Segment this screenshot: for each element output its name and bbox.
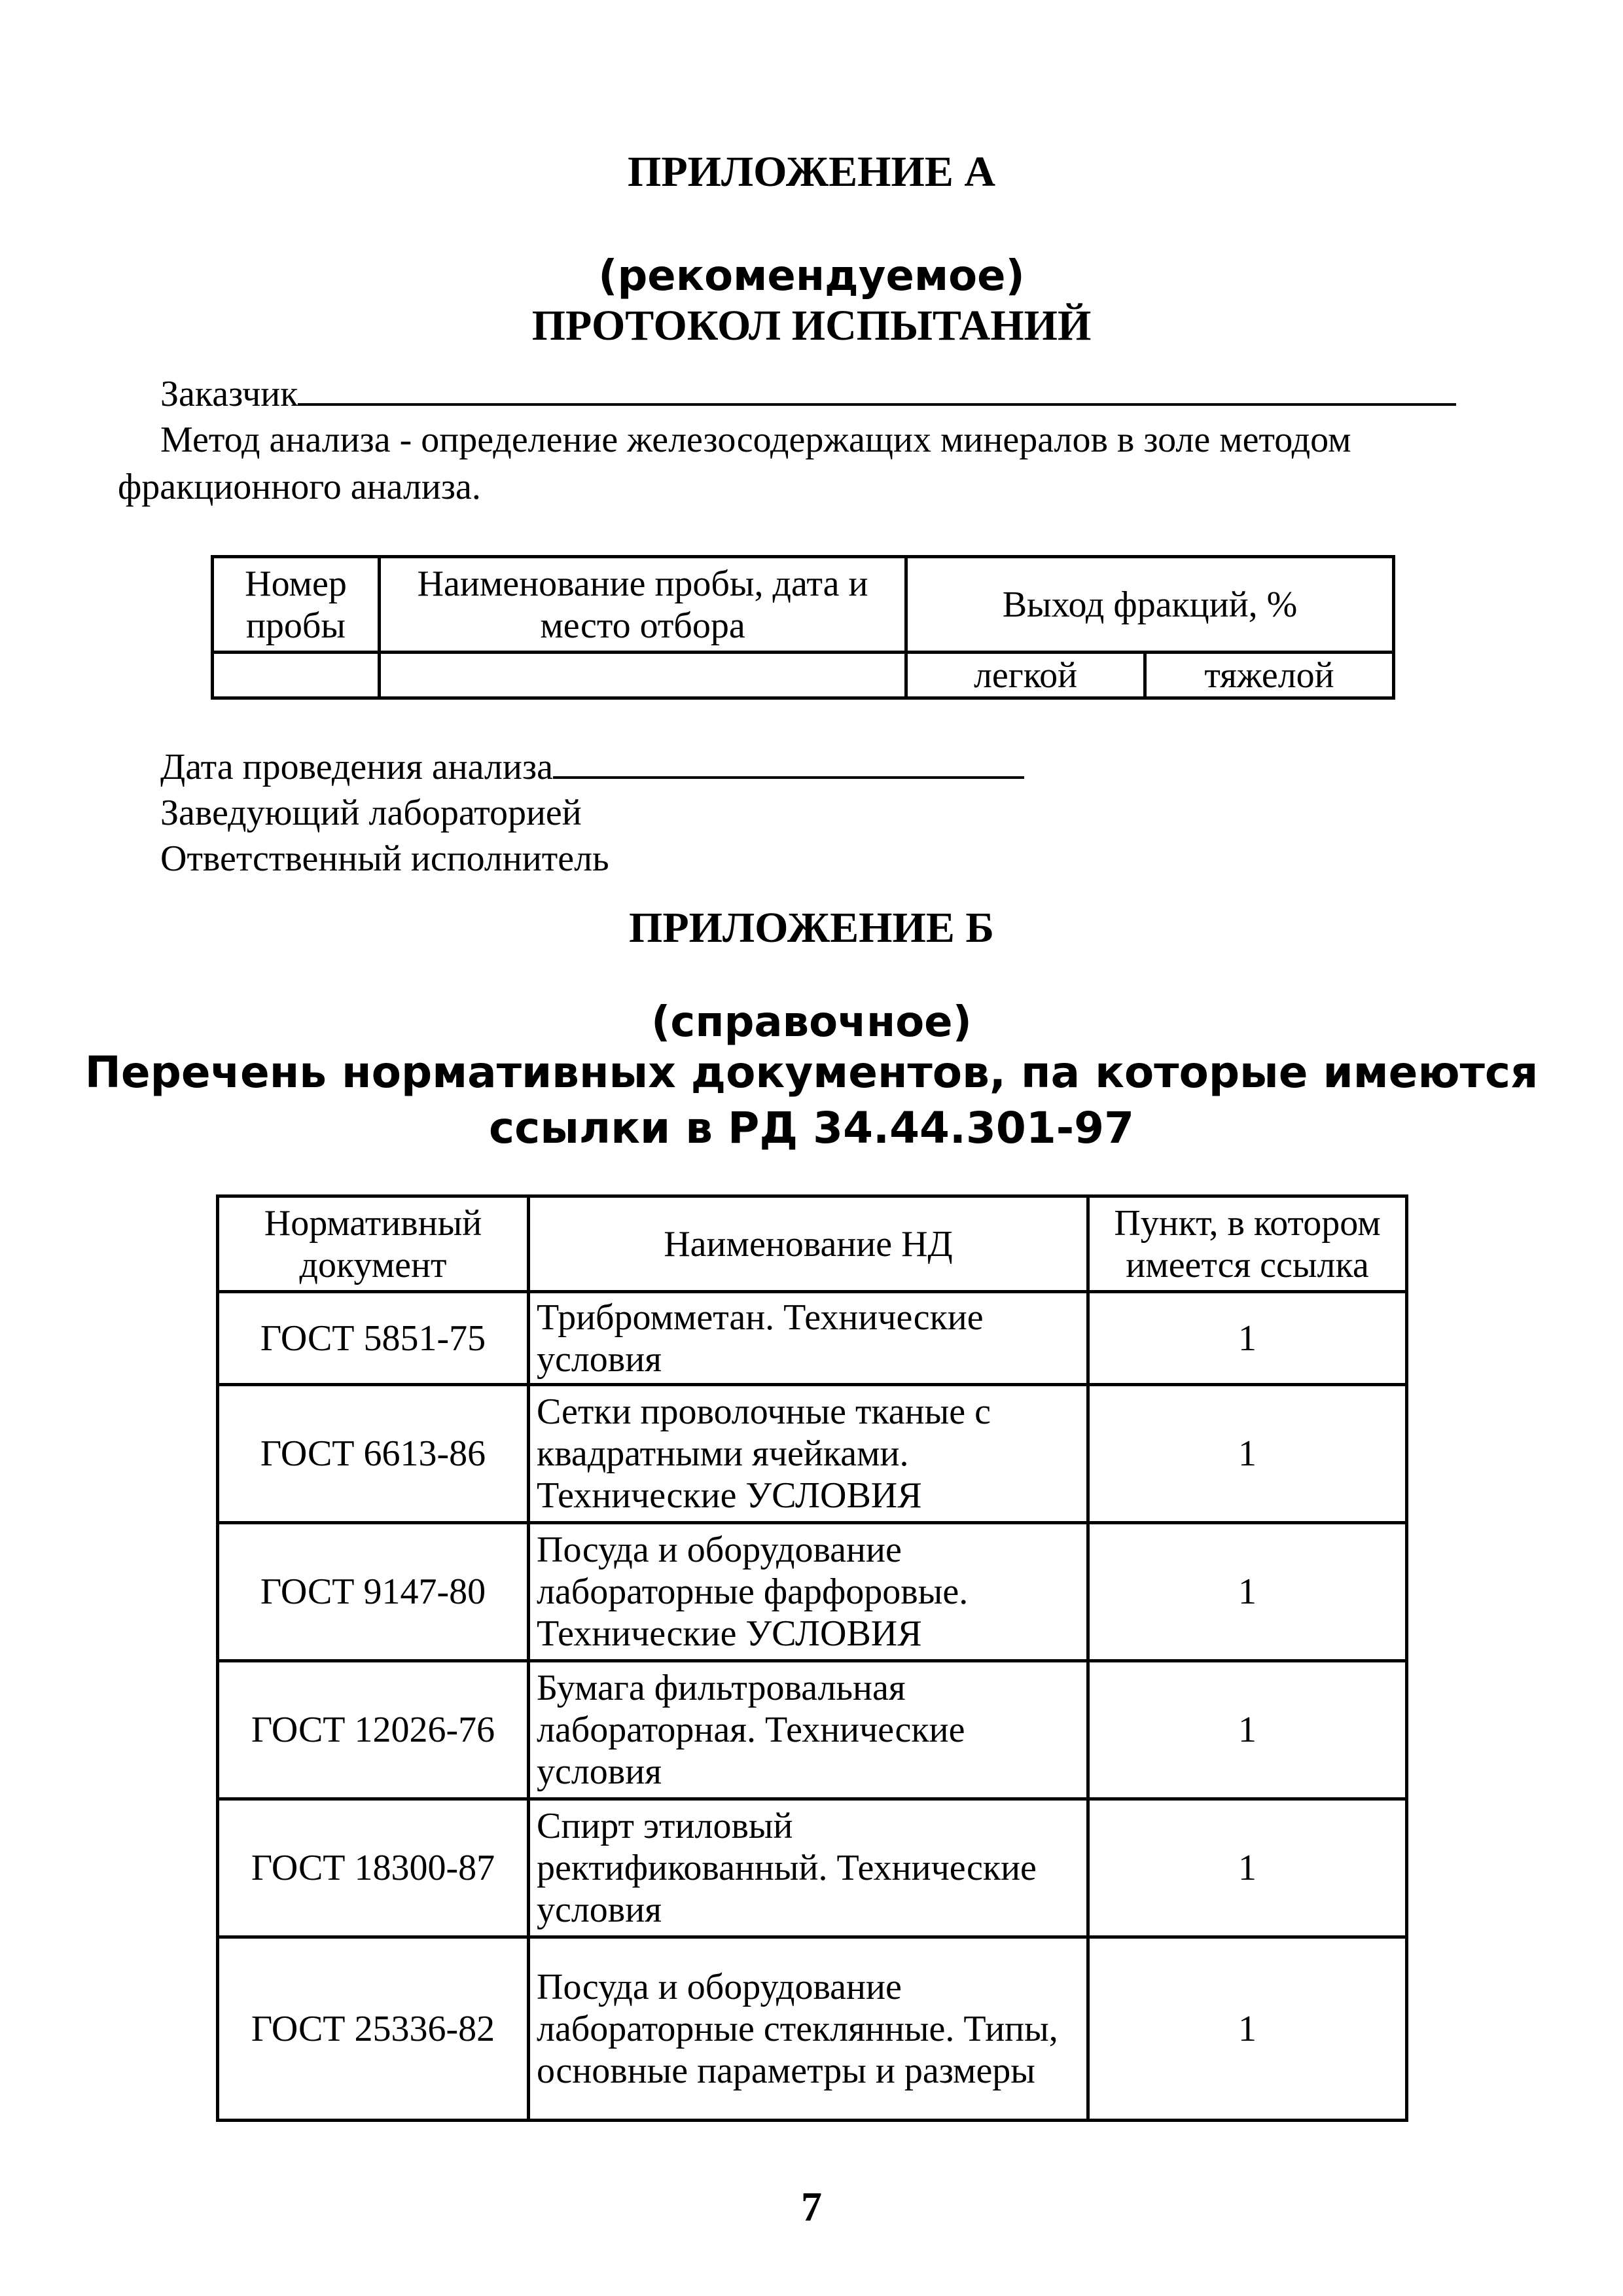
table-row xyxy=(218,1523,1407,1661)
protocol-col-fraction-yield: Выход фракций, % xyxy=(906,557,1394,653)
customer-row xyxy=(160,373,1456,415)
documents-header-doc: Нормативный документ xyxy=(218,1196,529,1292)
protocol-col-sample-name: Наименование пробы, дата и место отбора xyxy=(380,557,906,653)
document-name: Посуда и оборудование лабораторные фарфоровые. Технические УСЛОВИЯ xyxy=(529,1523,1088,1661)
protocol-empty-cell xyxy=(380,653,906,698)
protocol-sub-light: легкой xyxy=(906,653,1145,698)
analysis-date-label: Дата проведения анализа xyxy=(160,747,553,787)
table-row xyxy=(218,1385,1407,1523)
customer-label: Заказчик xyxy=(160,374,298,414)
documents-header-name: Наименование НД xyxy=(529,1196,1088,1292)
document-code: ГОСТ 12026-76 xyxy=(218,1661,529,1799)
page-number: 7 xyxy=(801,2183,822,2230)
method-line-2: фракционного анализа. xyxy=(118,467,481,507)
lab-head-label: Заведующий лабораторией xyxy=(160,793,582,833)
document-name: Посуда и оборудование лабораторные стеклянные. Типы, основные параметры и размеры xyxy=(529,1937,1088,2121)
document-code: ГОСТ 18300-87 xyxy=(218,1799,529,1937)
protocol-table xyxy=(211,555,1395,700)
appendix-a-title: ПРИЛОЖЕНИЕ А xyxy=(628,148,995,196)
documents-header-clause: Пункт, в котором имеется ссылка xyxy=(1088,1196,1407,1292)
protocol-sub-heavy: тяжелой xyxy=(1145,653,1394,698)
document-clause: 1 xyxy=(1088,1523,1407,1661)
appendix-a-heading: ПРОТОКОЛ ИСПЫТАНИЙ xyxy=(531,302,1092,350)
document-name: Трибромметан. Технические условия xyxy=(529,1292,1088,1385)
appendix-b-title: ПРИЛОЖЕНИЕ Б xyxy=(629,904,994,952)
executor-label: Ответственный исполнитель xyxy=(160,838,609,879)
document-clause: 1 xyxy=(1088,1661,1407,1799)
appendix-b-subtitle: (справочное) xyxy=(651,998,972,1047)
appendix-b-heading-line-1: Перечень нормативных документов, па которые имеются xyxy=(84,1047,1539,1098)
customer-blank-line xyxy=(298,403,1456,406)
document-clause: 1 xyxy=(1088,1799,1407,1937)
document-code: ГОСТ 6613-86 xyxy=(218,1385,529,1523)
document-name: Спирт этиловый ректификованный. Технические условия xyxy=(529,1799,1088,1937)
document-clause: 1 xyxy=(1088,1937,1407,2121)
document-name: Бумага фильтровальная лабораторная. Технические условия xyxy=(529,1661,1088,1799)
analysis-date-blank-line xyxy=(553,776,1024,779)
analysis-date-row xyxy=(160,746,1024,788)
protocol-col-sample-number: Номер пробы xyxy=(213,557,380,653)
appendix-a-subtitle: (рекомендуемое) xyxy=(598,252,1025,300)
documents-table xyxy=(216,1194,1408,2122)
appendix-b-heading-line-2: ссылки в РД 34.44.301-97 xyxy=(488,1103,1134,1153)
table-row xyxy=(218,1799,1407,1937)
document-code: ГОСТ 5851-75 xyxy=(218,1292,529,1385)
document-clause: 1 xyxy=(1088,1385,1407,1523)
method-line-1: Метод анализа - определение железосодержащих минералов в золе методом xyxy=(160,420,1351,460)
table-row xyxy=(218,1292,1407,1385)
document-clause: 1 xyxy=(1088,1292,1407,1385)
protocol-empty-cell xyxy=(213,653,380,698)
document-code: ГОСТ 9147-80 xyxy=(218,1523,529,1661)
document-name: Сетки проволочные тканые с квадратными ячейками. Технические УСЛОВИЯ xyxy=(529,1385,1088,1523)
table-row xyxy=(218,1661,1407,1799)
table-row xyxy=(218,1937,1407,2121)
document-code: ГОСТ 25336-82 xyxy=(218,1937,529,2121)
